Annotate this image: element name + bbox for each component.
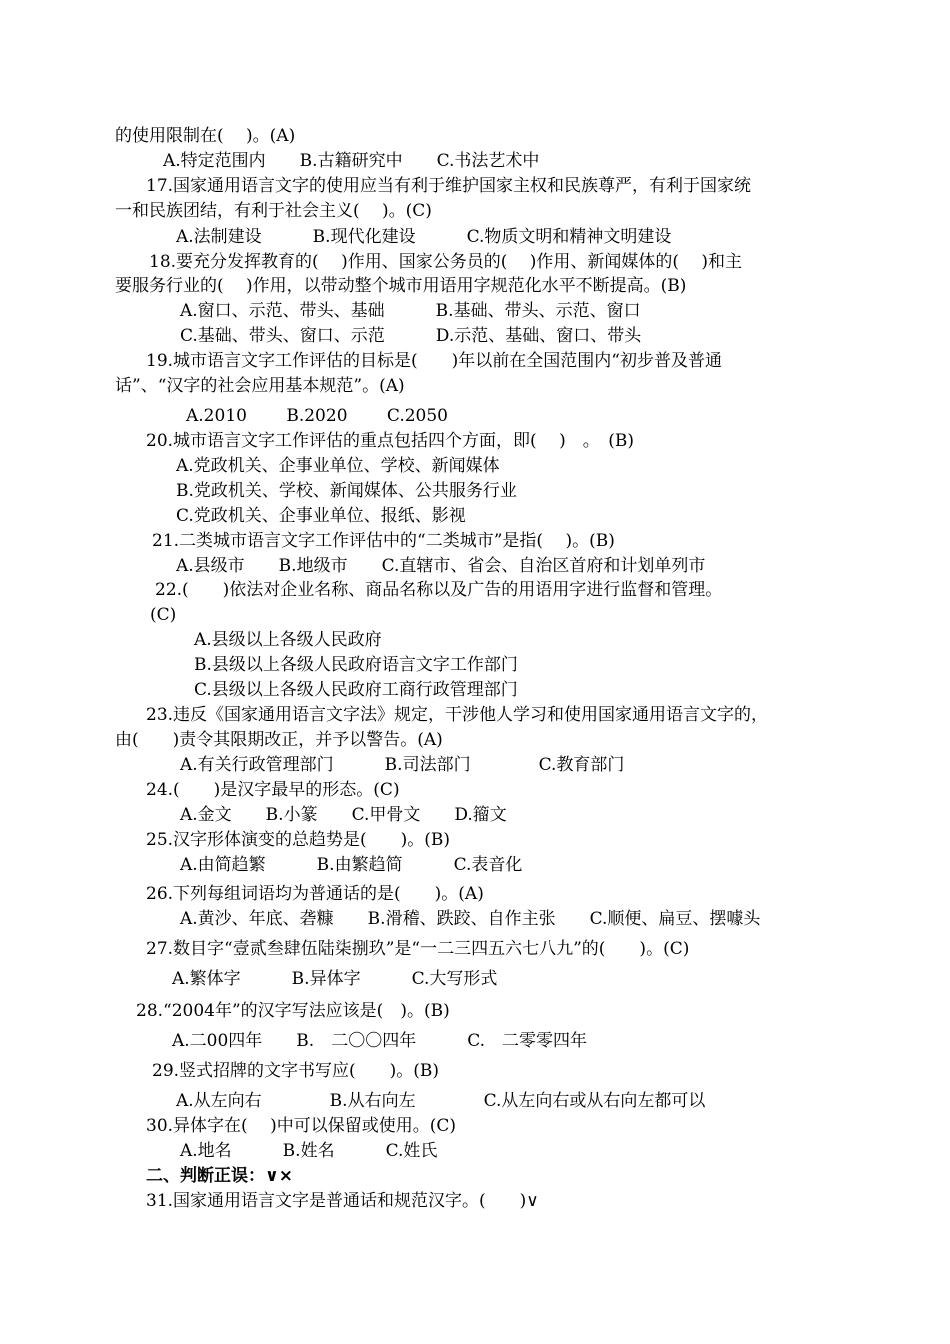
text-line: 由( )责令其限期改正，并予以警告。(A) [115, 730, 443, 750]
text-line: 18.要充分发挥教育的( )作用、国家公务员的( )作用、新闻媒体的( )和主 [149, 252, 743, 272]
text-line: 29.竖式招牌的文字书写应( )。(B) [152, 1061, 440, 1081]
text-line: A.党政机关、企事业单位、学校、新闻媒体 [176, 456, 500, 476]
text-line: 话”、“汉字的社会应用基本规范”。(A) [115, 376, 405, 396]
text-line: 20.城市语言文字工作评估的重点包括四个方面，即( ) 。 (B) [146, 431, 634, 451]
text-line: A.县级以上各级人民政府 [194, 630, 382, 650]
text-line: A.窗口、示范、带头、基础 B.基础、带头、示范、窗口 [180, 301, 641, 321]
text-line: A.二00四年 B. 二〇〇四年 C. 二零零四年 [172, 1031, 588, 1051]
text-line: A.县级市 B.地级市 C.直辖市、省会、自治区首府和计划单列市 [176, 556, 706, 576]
text-line: A.黄沙、年底、砻糠 B.滑稽、跌跤、自作主张 C.顺便、扁豆、摆噱头 [180, 909, 761, 929]
text-line: A.有关行政管理部门 B.司法部门 C.教育部门 [180, 755, 625, 775]
text-line: 要服务行业的( )作用，以带动整个城市用语用字规范化水平不断提高。(B) [115, 276, 687, 296]
text-line: 19.城市语言文字工作评估的目标是( )年以前在全国范围内“初步普及普通 [146, 351, 722, 371]
text-line: A.从左向右 B.从右向左 C.从左向右或从右向左都可以 [176, 1091, 706, 1111]
text-line: 31.国家通用语言文字是普通话和规范汉字。( )∨ [146, 1191, 539, 1211]
text-line: C.基础、带头、窗口、示范 D.示范、基础、窗口、带头 [180, 326, 642, 346]
text-line: 24.( )是汉字最早的形态。(C) [146, 780, 400, 800]
text-line: 25.汉字形体演变的总趋势是( )。(B) [146, 830, 451, 850]
section-heading: 二、判断正误：∨× [146, 1166, 294, 1186]
text-line: A.特定范围内 B.古籍研究中 C.书法艺术中 [163, 151, 540, 171]
text-line: A.繁体字 B.异体字 C.大写形式 [172, 969, 498, 989]
text-line: C.县级以上各级人民政府工商行政管理部门 [194, 680, 518, 700]
text-line: 21.二类城市语言文字工作评估中的“二类城市”是指( )。(B) [152, 531, 615, 551]
text-line: B.县级以上各级人民政府语言文字工作部门 [194, 655, 518, 675]
text-line: B.党政机关、学校、新闻媒体、公共服务行业 [176, 481, 517, 501]
text-line: 23.违反《国家通用语言文字法》规定，干涉他人学习和使用国家通用语言文字的， [146, 705, 769, 725]
text-line: 28.“2004年”的汉字写法应该是( )。(B) [136, 1001, 450, 1021]
text-line: 17.国家通用语言文字的使用应当有利于维护国家主权和民族尊严，有利于国家统 [146, 176, 752, 196]
text-line: 22.( )依法对企业名称、商品名称以及广告的用语用字进行监督和管理。 [155, 580, 723, 600]
text-line: A.金文 B.小篆 C.甲骨文 D.籀文 [180, 805, 507, 825]
text-line: A.由简趋繁 B.由繁趋简 C.表音化 [180, 855, 523, 875]
text-line: 30.异体字在( )中可以保留或使用。(C) [146, 1116, 456, 1136]
text-line: 一和民族团结，有利于社会主义( )。(C) [115, 201, 432, 221]
text-line: 的使用限制在( )。(A) [115, 126, 296, 146]
text-line: C.党政机关、企事业单位、报纸、影视 [176, 506, 466, 526]
text-line: A.法制建设 B.现代化建设 C.物质文明和精神文明建设 [176, 227, 672, 247]
text-line: 27.数目字“壹贰叁肆伍陆柒捌玖”是“一二三四五六七八九”的( )。(C) [146, 939, 690, 959]
text-line: 26.下列每组词语均为普通话的是( )。(A) [146, 884, 484, 904]
text-line: (C) [150, 605, 177, 625]
text-line: A.2010 B.2020 C.2050 [186, 406, 448, 426]
text-line: A.地名 B.姓名 C.姓氏 [180, 1141, 438, 1161]
